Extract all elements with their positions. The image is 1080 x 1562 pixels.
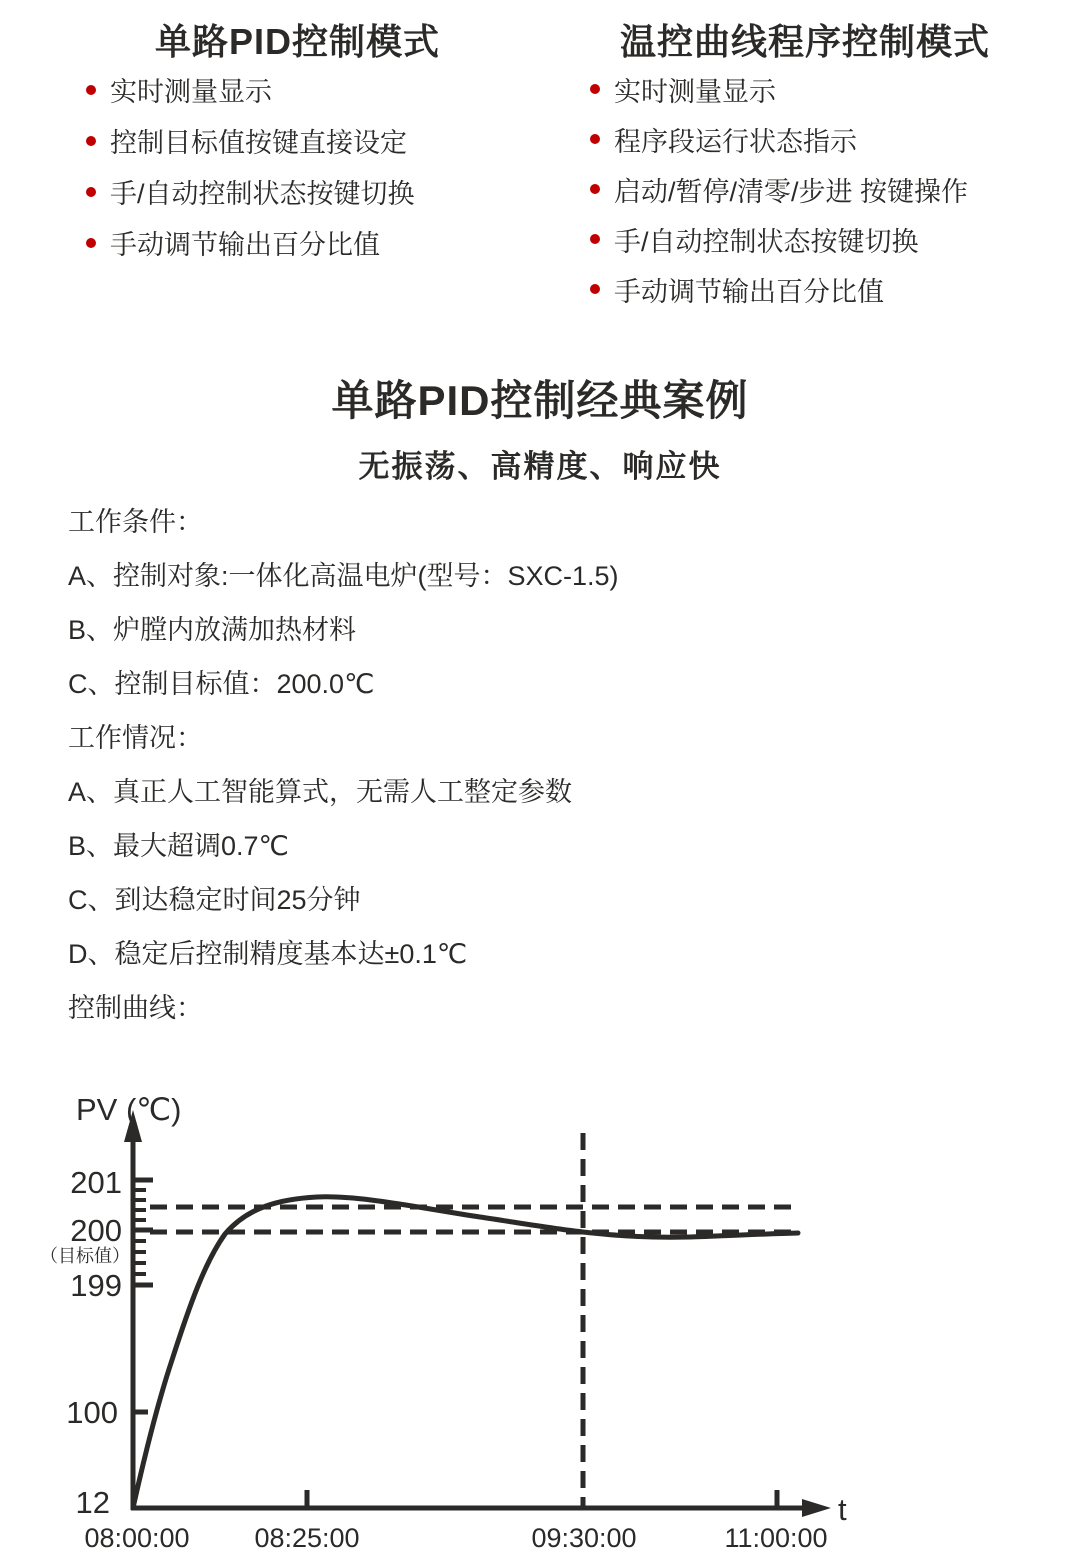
bullet-icon [590,84,600,94]
y-axis-label: PV (℃) [76,1092,182,1127]
x-tick-label-0800: 08:00:00 [84,1523,190,1553]
bullet-icon [86,85,96,95]
conditions-heading: 工作条件： [68,507,203,537]
results-heading: 工作情况： [68,723,203,753]
list-item [590,214,968,264]
case-study-body [68,495,619,1035]
left-column-title: 单路PID控制模式 [154,21,440,62]
bullet-icon [590,284,600,294]
feature-label: 启动/暂停/清零/步进 按键操作 [614,176,969,207]
list-item [590,64,968,114]
right-column-title: 温控曲线程序控制模式 [619,21,990,62]
x-tick-label-0825: 08:25:00 [254,1523,360,1553]
list-item [590,114,968,164]
curve-heading: 控制曲线： [68,993,203,1023]
bullet-icon [590,234,600,244]
feature-label: 手/自动控制状态按键切换 [110,179,415,209]
x-tick-label-0930: 09:30:00 [531,1523,637,1553]
list-item [86,166,415,217]
feature-label: 实时测量显示 [110,77,272,107]
bullet-icon [590,184,600,194]
x-axis-label: t [838,1492,847,1527]
bullet-icon [86,136,96,146]
right-feature-list [590,64,968,314]
y-tick-label-200: 200 [70,1213,122,1248]
case-study-subtitle: 无振荡、高精度、响应快 [358,449,722,484]
y-tick-label-100: 100 [66,1395,118,1430]
pv-curve [133,1197,798,1508]
feature-label: 程序段运行状态指示 [614,126,857,157]
list-item [86,64,415,115]
list-item [590,164,968,214]
x-tick-label-1100: 11:00:00 [724,1523,828,1553]
y-tick-label-12: 12 [75,1485,110,1520]
y-tick-label-199: 199 [70,1268,122,1303]
feature-label: 手动调节输出百分比值 [614,276,884,307]
bullet-icon [86,238,96,248]
list-item [590,264,968,314]
result-line: D、稳定后控制精度基本达±0.1℃ [68,939,468,969]
feature-label: 实时测量显示 [614,76,776,107]
condition-line: C、控制目标值：200.0℃ [68,669,375,699]
list-item [86,115,415,166]
condition-line: B、炉膛内放满加热材料 [68,615,357,645]
bullet-icon [86,187,96,197]
y-tick-label-201: 201 [70,1165,122,1200]
bullet-icon [590,134,600,144]
pv-curve-chart [0,1082,1080,1562]
list-item [86,217,415,268]
feature-label: 手/自动控制状态按键切换 [614,226,919,257]
left-feature-list [86,64,415,268]
feature-label: 手动调节输出百分比值 [110,230,380,260]
case-study-title: 单路PID控制经典案例 [331,377,749,424]
condition-line: A、控制对象:一体化高温电炉(型号：SXC-1.5) [68,561,619,591]
result-line: C、到达稳定时间25分钟 [68,885,361,915]
result-line: B、最大超调0.7℃ [68,831,289,861]
feature-label: 控制目标值按键直接设定 [110,128,407,158]
x-axis-arrow-icon [802,1499,831,1517]
result-line: A、真正人工智能算式，无需人工整定参数 [68,777,573,807]
target-value-annotation: （目标值） [40,1246,130,1266]
